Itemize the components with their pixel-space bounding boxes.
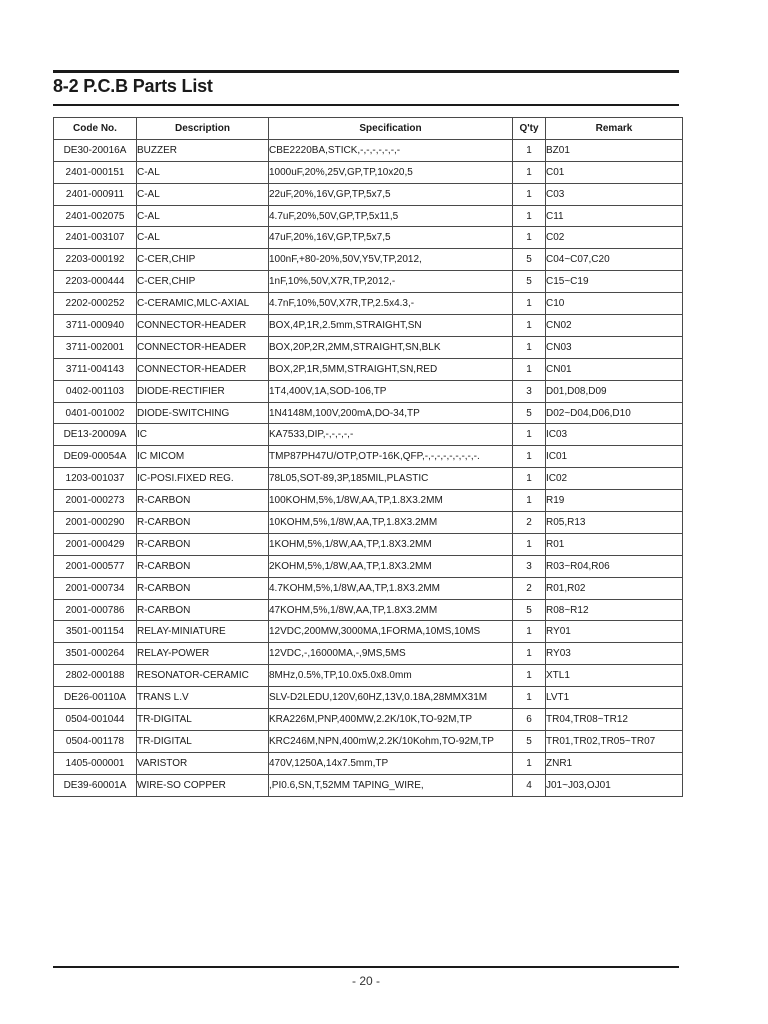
cell-description: IC MICOM bbox=[137, 446, 269, 468]
cell-remark: XTL1 bbox=[546, 665, 683, 687]
cell-code: 1405-000001 bbox=[54, 752, 137, 774]
cell-remark: BZ01 bbox=[546, 139, 683, 161]
cell-specification: BOX,2P,1R,5MM,STRAIGHT,SN,RED bbox=[269, 358, 513, 380]
cell-remark: CN03 bbox=[546, 336, 683, 358]
cell-description: C-CERAMIC,MLC-AXIAL bbox=[137, 293, 269, 315]
cell-qty: 4 bbox=[513, 774, 546, 796]
cell-remark: R01,R02 bbox=[546, 577, 683, 599]
cell-specification: KRC246M,NPN,400mW,2.2K/10Kohm,TO-92M,TP bbox=[269, 730, 513, 752]
cell-remark: R01 bbox=[546, 533, 683, 555]
cell-code: 2202-000252 bbox=[54, 293, 137, 315]
table-row bbox=[54, 336, 683, 358]
cell-code: 2001-000786 bbox=[54, 599, 137, 621]
cell-remark: C02 bbox=[546, 227, 683, 249]
cell-description: RELAY-POWER bbox=[137, 643, 269, 665]
cell-code: 2001-000273 bbox=[54, 490, 137, 512]
table-row bbox=[54, 665, 683, 687]
cell-qty: 1 bbox=[513, 533, 546, 555]
cell-qty: 6 bbox=[513, 709, 546, 731]
table-header-row bbox=[54, 118, 683, 140]
cell-description: C-AL bbox=[137, 183, 269, 205]
cell-qty: 1 bbox=[513, 643, 546, 665]
cell-remark: C11 bbox=[546, 205, 683, 227]
cell-qty: 1 bbox=[513, 446, 546, 468]
cell-remark: RY01 bbox=[546, 621, 683, 643]
cell-description: IC-POSI.FIXED REG. bbox=[137, 468, 269, 490]
page-title: 8-2 P.C.B Parts List bbox=[53, 76, 213, 96]
cell-qty: 1 bbox=[513, 424, 546, 446]
cell-specification: 2KOHM,5%,1/8W,AA,TP,1.8X3.2MM bbox=[269, 555, 513, 577]
table-row bbox=[54, 315, 683, 337]
cell-specification: 1N4148M,100V,200mA,DO-34,TP bbox=[269, 402, 513, 424]
table-row bbox=[54, 139, 683, 161]
cell-code: 0504-001044 bbox=[54, 709, 137, 731]
cell-code: 2001-000290 bbox=[54, 512, 137, 534]
cell-remark: J01~J03,OJ01 bbox=[546, 774, 683, 796]
cell-qty: 2 bbox=[513, 512, 546, 534]
cell-code: 1203-001037 bbox=[54, 468, 137, 490]
cell-code: DE13-20009A bbox=[54, 424, 137, 446]
cell-specification: 470V,1250A,14x7.5mm,TP bbox=[269, 752, 513, 774]
cell-qty: 1 bbox=[513, 161, 546, 183]
cell-description: TR-DIGITAL bbox=[137, 730, 269, 752]
cell-remark: C03 bbox=[546, 183, 683, 205]
cell-remark: TR01,TR02,TR05~TR07 bbox=[546, 730, 683, 752]
table-row bbox=[54, 249, 683, 271]
cell-code: 2802-000188 bbox=[54, 665, 137, 687]
cell-code: 2401-003107 bbox=[54, 227, 137, 249]
cell-specification: SLV-D2LEDU,120V,60HZ,13V,0.18A,28MMX31M bbox=[269, 687, 513, 709]
cell-remark: CN01 bbox=[546, 358, 683, 380]
cell-remark: C10 bbox=[546, 293, 683, 315]
cell-remark: C04~C07,C20 bbox=[546, 249, 683, 271]
table-row bbox=[54, 687, 683, 709]
cell-remark: IC03 bbox=[546, 424, 683, 446]
cell-description: R-CARBON bbox=[137, 577, 269, 599]
cell-specification: 1000uF,20%,25V,GP,TP,10x20,5 bbox=[269, 161, 513, 183]
cell-remark: R08~R12 bbox=[546, 599, 683, 621]
table-row bbox=[54, 293, 683, 315]
cell-description: C-AL bbox=[137, 161, 269, 183]
table-row bbox=[54, 599, 683, 621]
cell-specification: 4.7KOHM,5%,1/8W,AA,TP,1.8X3.2MM bbox=[269, 577, 513, 599]
table-row bbox=[54, 512, 683, 534]
cell-code: 3711-002001 bbox=[54, 336, 137, 358]
cell-specification: 22uF,20%,16V,GP,TP,5x7,5 bbox=[269, 183, 513, 205]
cell-code: 3711-000940 bbox=[54, 315, 137, 337]
cell-description: R-CARBON bbox=[137, 599, 269, 621]
cell-description: RESONATOR-CERAMIC bbox=[137, 665, 269, 687]
table-row bbox=[54, 424, 683, 446]
cell-description: WIRE-SO COPPER bbox=[137, 774, 269, 796]
cell-qty: 1 bbox=[513, 336, 546, 358]
cell-description: DIODE-RECTIFIER bbox=[137, 380, 269, 402]
cell-code: 0504-001178 bbox=[54, 730, 137, 752]
cell-code: 2401-000911 bbox=[54, 183, 137, 205]
cell-remark: LVT1 bbox=[546, 687, 683, 709]
cell-qty: 1 bbox=[513, 139, 546, 161]
cell-specification: 4.7uF,20%,50V,GP,TP,5x11,5 bbox=[269, 205, 513, 227]
cell-description: R-CARBON bbox=[137, 490, 269, 512]
cell-description: CONNECTOR-HEADER bbox=[137, 336, 269, 358]
cell-remark: R19 bbox=[546, 490, 683, 512]
cell-description: C-AL bbox=[137, 227, 269, 249]
parts-table bbox=[53, 117, 683, 797]
cell-code: 2001-000577 bbox=[54, 555, 137, 577]
cell-qty: 2 bbox=[513, 577, 546, 599]
cell-qty: 1 bbox=[513, 752, 546, 774]
cell-remark: TR04,TR08~TR12 bbox=[546, 709, 683, 731]
cell-code: 3501-001154 bbox=[54, 621, 137, 643]
cell-code: DE09-00054A bbox=[54, 446, 137, 468]
cell-description: C-CER,CHIP bbox=[137, 249, 269, 271]
cell-remark: ZNR1 bbox=[546, 752, 683, 774]
cell-remark: R03~R04,R06 bbox=[546, 555, 683, 577]
cell-qty: 1 bbox=[513, 227, 546, 249]
cell-code: 2401-002075 bbox=[54, 205, 137, 227]
cell-qty: 1 bbox=[513, 183, 546, 205]
cell-remark: IC01 bbox=[546, 446, 683, 468]
cell-qty: 1 bbox=[513, 687, 546, 709]
cell-specification: ,PI0.6,SN,T,52MM TAPING_WIRE, bbox=[269, 774, 513, 796]
cell-specification: 8MHz,0.5%,TP,10.0x5.0x8.0mm bbox=[269, 665, 513, 687]
page-number: - 20 - bbox=[351, 974, 380, 988]
cell-code: 0402-001103 bbox=[54, 380, 137, 402]
cell-specification: KA7533,DIP,-,-,-,-,- bbox=[269, 424, 513, 446]
bottom-rule bbox=[53, 966, 679, 968]
cell-specification: 100KOHM,5%,1/8W,AA,TP,1.8X3.2MM bbox=[269, 490, 513, 512]
table-row bbox=[54, 752, 683, 774]
table-row bbox=[54, 468, 683, 490]
cell-description: VARISTOR bbox=[137, 752, 269, 774]
header-code: Code No. bbox=[54, 118, 137, 140]
cell-remark: C15~C19 bbox=[546, 271, 683, 293]
table-row bbox=[54, 621, 683, 643]
cell-remark: IC02 bbox=[546, 468, 683, 490]
cell-qty: 3 bbox=[513, 555, 546, 577]
table-row bbox=[54, 402, 683, 424]
cell-description: R-CARBON bbox=[137, 512, 269, 534]
table-row bbox=[54, 446, 683, 468]
cell-specification: 100nF,+80-20%,50V,Y5V,TP,2012, bbox=[269, 249, 513, 271]
cell-specification: 47KOHM,5%,1/8W,AA,TP,1.8X3.2MM bbox=[269, 599, 513, 621]
cell-description: R-CARBON bbox=[137, 533, 269, 555]
cell-code: 3501-000264 bbox=[54, 643, 137, 665]
table-row bbox=[54, 643, 683, 665]
cell-qty: 5 bbox=[513, 730, 546, 752]
cell-remark: R05,R13 bbox=[546, 512, 683, 534]
cell-remark: D02~D04,D06,D10 bbox=[546, 402, 683, 424]
cell-qty: 5 bbox=[513, 402, 546, 424]
cell-code: DE39-60001A bbox=[54, 774, 137, 796]
title-rule bbox=[53, 104, 679, 106]
cell-description: DIODE-SWITCHING bbox=[137, 402, 269, 424]
cell-specification: CBE2220BA,STICK,-,-,-,-,-,-,- bbox=[269, 139, 513, 161]
parts-table-body bbox=[54, 139, 683, 796]
table-row bbox=[54, 161, 683, 183]
table-row bbox=[54, 380, 683, 402]
table-row bbox=[54, 271, 683, 293]
cell-code: DE26-00110A bbox=[54, 687, 137, 709]
cell-description: C-CER,CHIP bbox=[137, 271, 269, 293]
cell-code: 3711-004143 bbox=[54, 358, 137, 380]
table-row bbox=[54, 709, 683, 731]
cell-specification: TMP87PH47U/OTP,OTP-16K,QFP,-,-,-,-,-,-,-,-,-. bbox=[269, 446, 513, 468]
cell-specification: 78L05,SOT-89,3P,185MIL,PLASTIC bbox=[269, 468, 513, 490]
cell-remark: CN02 bbox=[546, 315, 683, 337]
table-row bbox=[54, 358, 683, 380]
cell-description: RELAY-MINIATURE bbox=[137, 621, 269, 643]
cell-description: TRANS L.V bbox=[137, 687, 269, 709]
header-description: Description bbox=[137, 118, 269, 140]
cell-code: 2203-000444 bbox=[54, 271, 137, 293]
cell-qty: 1 bbox=[513, 621, 546, 643]
cell-specification: 4.7nF,10%,50V,X7R,TP,2.5x4.3,- bbox=[269, 293, 513, 315]
cell-description: BUZZER bbox=[137, 139, 269, 161]
header-remark: Remark bbox=[546, 118, 683, 140]
cell-specification: BOX,20P,2R,2MM,STRAIGHT,SN,BLK bbox=[269, 336, 513, 358]
table-row bbox=[54, 490, 683, 512]
table-row bbox=[54, 730, 683, 752]
header-qty: Q'ty bbox=[513, 118, 546, 140]
cell-description: CONNECTOR-HEADER bbox=[137, 358, 269, 380]
cell-specification: KRA226M,PNP,400MW,2.2K/10K,TO-92M,TP bbox=[269, 709, 513, 731]
cell-qty: 1 bbox=[513, 315, 546, 337]
cell-specification: 10KOHM,5%,1/8W,AA,TP,1.8X3.2MM bbox=[269, 512, 513, 534]
cell-description: TR-DIGITAL bbox=[137, 709, 269, 731]
cell-qty: 5 bbox=[513, 599, 546, 621]
table-row bbox=[54, 205, 683, 227]
cell-description: C-AL bbox=[137, 205, 269, 227]
cell-specification: 12VDC,200MW,3000MA,1FORMA,10MS,10MS bbox=[269, 621, 513, 643]
cell-specification: 1nF,10%,50V,X7R,TP,2012,- bbox=[269, 271, 513, 293]
cell-code: 2001-000429 bbox=[54, 533, 137, 555]
cell-remark: C01 bbox=[546, 161, 683, 183]
cell-remark: RY03 bbox=[546, 643, 683, 665]
cell-qty: 1 bbox=[513, 205, 546, 227]
table-row bbox=[54, 183, 683, 205]
cell-qty: 1 bbox=[513, 293, 546, 315]
cell-qty: 1 bbox=[513, 358, 546, 380]
cell-qty: 1 bbox=[513, 665, 546, 687]
cell-qty: 5 bbox=[513, 271, 546, 293]
header-specification: Specification bbox=[269, 118, 513, 140]
cell-description: CONNECTOR-HEADER bbox=[137, 315, 269, 337]
cell-qty: 5 bbox=[513, 249, 546, 271]
cell-description: IC bbox=[137, 424, 269, 446]
cell-specification: 1KOHM,5%,1/8W,AA,TP,1.8X3.2MM bbox=[269, 533, 513, 555]
cell-code: DE30-20016A bbox=[54, 139, 137, 161]
cell-code: 0401-001002 bbox=[54, 402, 137, 424]
table-row bbox=[54, 774, 683, 796]
cell-specification: BOX,4P,1R,2.5mm,STRAIGHT,SN bbox=[269, 315, 513, 337]
table-row bbox=[54, 577, 683, 599]
cell-qty: 1 bbox=[513, 468, 546, 490]
cell-qty: 1 bbox=[513, 490, 546, 512]
cell-qty: 3 bbox=[513, 380, 546, 402]
cell-code: 2203-000192 bbox=[54, 249, 137, 271]
top-rule bbox=[53, 70, 679, 73]
cell-code: 2001-000734 bbox=[54, 577, 137, 599]
cell-specification: 1T4,400V,1A,SOD-106,TP bbox=[269, 380, 513, 402]
cell-code: 2401-000151 bbox=[54, 161, 137, 183]
cell-specification: 12VDC,-,16000MA,-,9MS,5MS bbox=[269, 643, 513, 665]
cell-specification: 47uF,20%,16V,GP,TP,5x7,5 bbox=[269, 227, 513, 249]
cell-remark: D01,D08,D09 bbox=[546, 380, 683, 402]
table-row bbox=[54, 533, 683, 555]
table-row bbox=[54, 227, 683, 249]
cell-description: R-CARBON bbox=[137, 555, 269, 577]
table-row bbox=[54, 555, 683, 577]
